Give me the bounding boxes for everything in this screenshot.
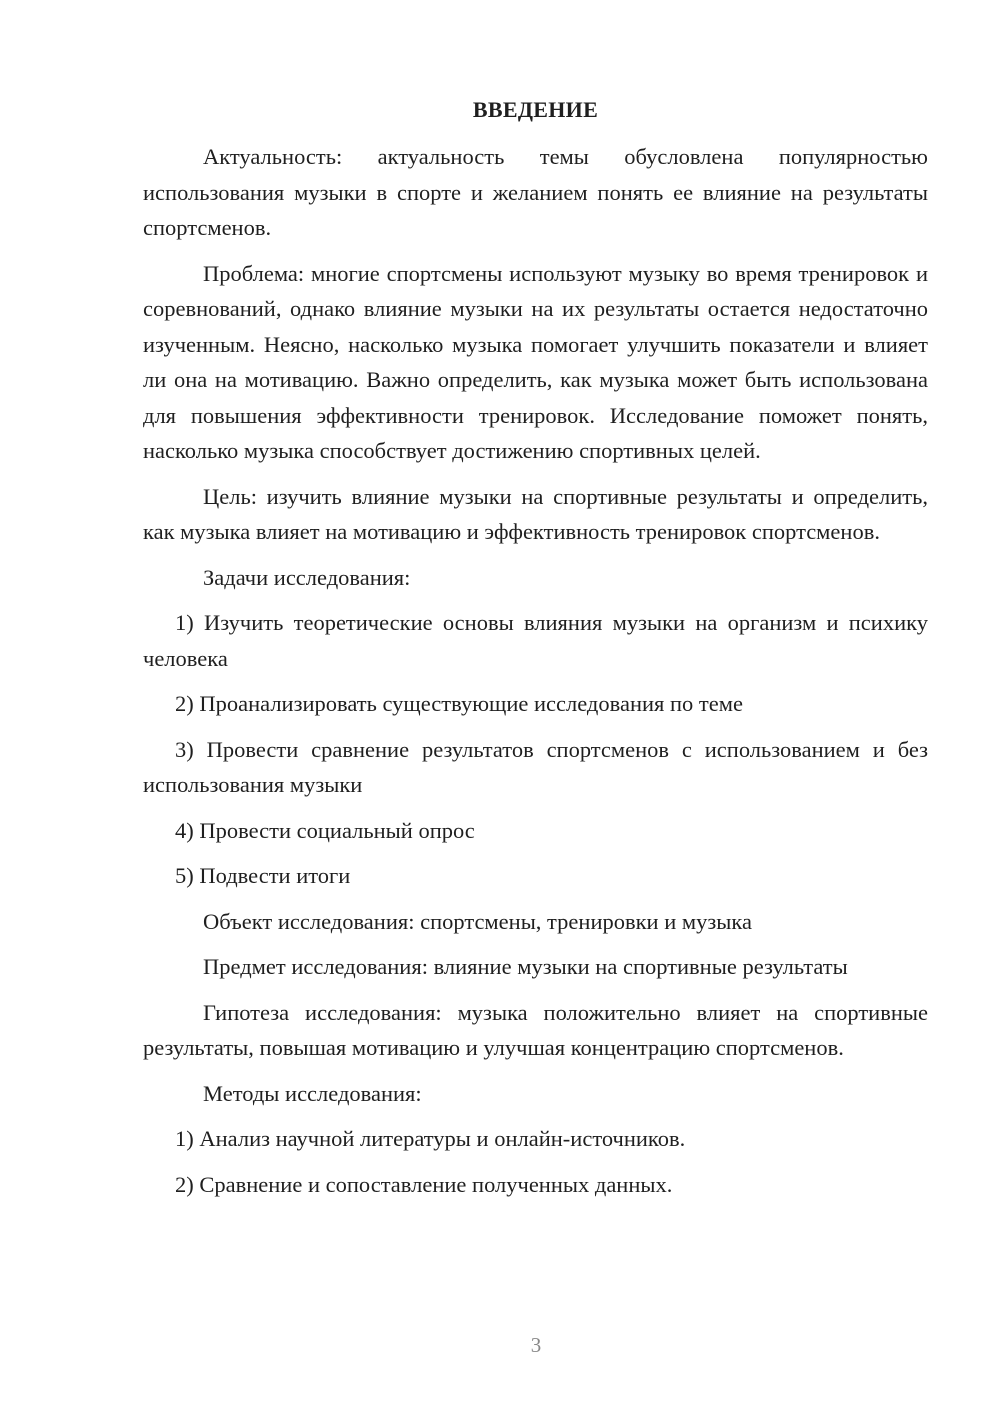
page-title: ВВЕДЕНИЕ [472,97,599,122]
task-item-3: 3) Провести сравнение результатов спортсменов с использованием и без использования музыки [143,736,928,797]
method-item-1: 1) Анализ научной литературы и онлайн-источников. [175,1126,686,1151]
task-item-5: 5) Подвести итоги [175,863,351,888]
problem-paragraph: Проблема: многие спортсмены используют музыку во время тренировок и соревнований, однако влияние музыки на их результаты остается недостаточно изученным. Неясно, насколько музыка помогает улучшить показатели и влияет ли она на мотивацию. Важно определить, как музыка может быть использована для повышения эффективности тренировок. Исследование поможет понять, насколько музыка способствует достижению спортивных целей. [143,260,928,463]
hypothesis-paragraph: Гипотеза исследования: музыка положительно влияет на спортивные результаты, повышая мотивацию и улучшая концентрацию спортсменов. [143,999,928,1060]
task-item-2: 2) Проанализировать существующие исследования по теме [175,691,743,716]
document-page [143,95,928,1202]
relevance-paragraph: Актуальность: актуальность темы обусловлена популярностью использования музыки в спорте и желанием понять ее влияние на результаты спортсменов. [143,144,928,240]
tasks-heading: Задачи исследования: [203,564,411,590]
object-paragraph: Объект исследования: спортсмены, тренировки и музыка [203,908,752,934]
subject-paragraph: Предмет исследования: влияние музыки на спортивные результаты [203,954,848,979]
task-item-4: 4) Провести социальный опрос [175,817,475,843]
method-item-2: 2) Сравнение и сопоставление полученных данных. [175,1171,673,1197]
page-number: 3 [530,1333,542,1357]
goal-paragraph: Цель: изучить влияние музыки на спортивные результаты и определить, как музыка влияет на мотивацию и эффективность тренировок спортсменов. [143,483,928,544]
task-item-1: 1) Изучить теоретические основы влияния музыки на организм и психику человека [143,610,928,671]
methods-heading: Методы исследования: [203,1080,422,1106]
